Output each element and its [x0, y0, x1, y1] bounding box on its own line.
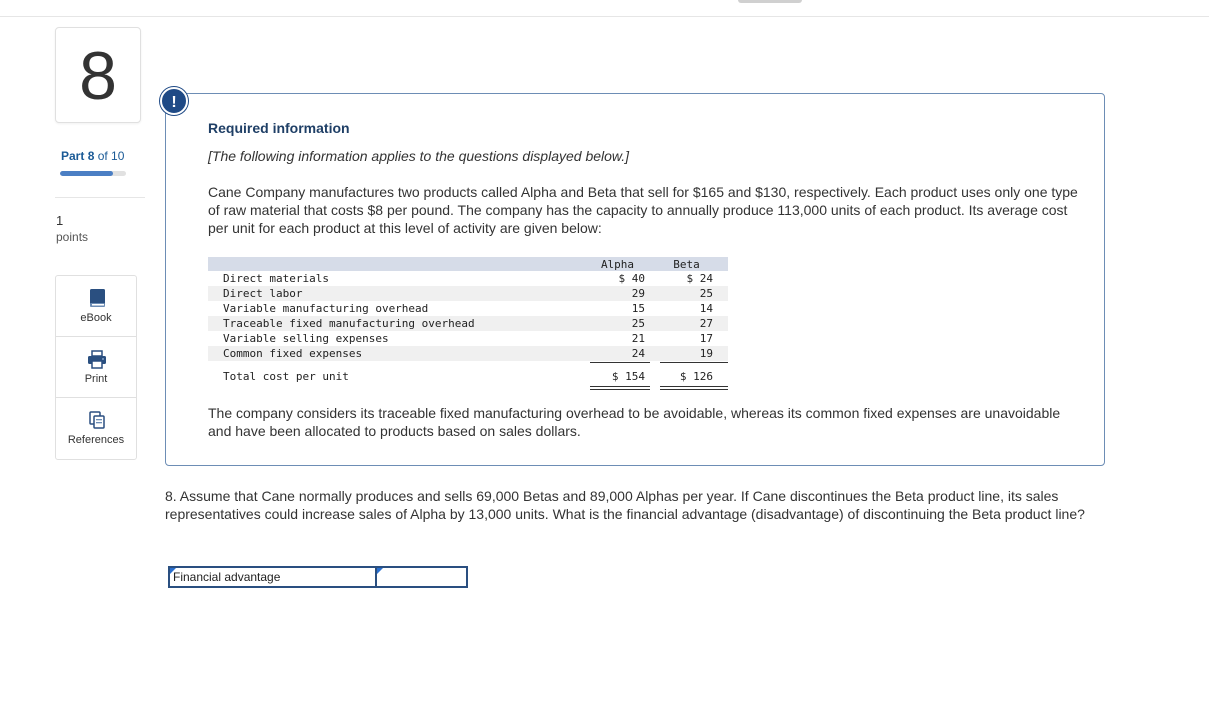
points-value: 1 — [56, 213, 64, 228]
avoidability-paragraph: The company considers its traceable fixed manufacturing overhead to be avoidable, whereas its common fixed expenses are unavoidable and have been allocated to products based on sales dollars. — [208, 405, 1061, 439]
label-flag-icon — [170, 568, 176, 574]
part-progress-bar — [60, 171, 126, 176]
printer-icon — [87, 349, 107, 369]
table-row — [208, 316, 728, 331]
row-alpha-value: 15 — [631, 302, 645, 315]
row-beta-value: 27 — [699, 317, 713, 330]
row-alpha-value: 29 — [631, 287, 645, 300]
print-label: Print — [84, 373, 108, 385]
row-alpha-value: 21 — [631, 332, 645, 345]
part-indicator — [61, 149, 124, 163]
row-label: Direct labor — [223, 287, 303, 300]
cost-per-unit-table — [208, 257, 728, 392]
row-alpha-value: $ 40 — [618, 272, 645, 285]
required-information-subtitle: [The following information applies to the questions displayed below.] — [208, 148, 630, 164]
points-label: points — [56, 230, 89, 244]
subtotal-underline-alpha — [590, 362, 650, 363]
row-beta-value: $ 24 — [686, 272, 713, 285]
table-row — [208, 331, 728, 346]
references-label: References — [67, 434, 125, 446]
row-label: Variable manufacturing overhead — [223, 302, 429, 315]
ebook-label: eBook — [80, 312, 112, 324]
question-number-box — [55, 27, 141, 123]
table-row — [208, 346, 728, 361]
financial-advantage-input[interactable] — [375, 566, 468, 588]
financial-advantage-label — [168, 566, 376, 588]
total-alpha: $ 154 — [611, 370, 645, 383]
row-beta-value: 17 — [699, 332, 713, 345]
table-row — [208, 301, 728, 316]
total-underline-beta-2 — [660, 389, 728, 390]
input-flag-icon — [377, 568, 383, 574]
part-word: Part — [61, 149, 85, 163]
top-scroll-handle — [738, 0, 802, 3]
total-double-rule — [208, 386, 728, 392]
total-beta: $ 126 — [679, 370, 713, 383]
row-beta-value: 19 — [699, 347, 713, 360]
total-label: Total cost per unit — [223, 370, 349, 383]
top-divider — [0, 16, 1209, 17]
alert-icon: ! — [160, 87, 188, 115]
row-label: Traceable fixed manufacturing overhead — [223, 317, 475, 330]
part-total: of 10 — [97, 149, 125, 163]
row-alpha-value: 25 — [631, 317, 645, 330]
row-label: Variable selling expenses — [223, 332, 389, 345]
scenario-paragraph: Cane Company manufactures two products called Alpha and Beta that sell for $165 and $130, respectively. Each product uses only one type of raw material that costs $8 per pound. The company has the capacity to annually produce 113,000 units of each product. Its average cost per unit for each product at this level of activity are given below: — [208, 184, 1078, 236]
row-label: Common fixed expenses — [223, 347, 363, 360]
total-underline-beta-1 — [660, 386, 728, 387]
required-information-title: Required information — [208, 120, 350, 136]
subtotal-underline-beta — [660, 362, 728, 363]
question-number: 8 — [79, 38, 117, 114]
column-header-beta: Beta — [673, 258, 700, 271]
table-header-row — [208, 257, 728, 271]
references-button[interactable] — [56, 398, 136, 459]
column-header-alpha: Alpha — [600, 258, 635, 271]
table-body — [208, 271, 728, 361]
table-row — [208, 286, 728, 301]
row-label: Direct materials — [223, 272, 329, 285]
row-beta-value: 25 — [699, 287, 713, 300]
book-icon — [87, 288, 107, 308]
total-underline-alpha-1 — [590, 386, 650, 387]
references-icon — [87, 410, 107, 430]
tools-panel — [55, 275, 137, 460]
row-beta-value: 14 — [699, 302, 713, 315]
table-total-row — [208, 364, 728, 386]
question-text: 8. Assume that Cane normally produces and sells 69,000 Betas and 89,000 Alphas per year. If Cane discontinues the Beta product line, its sales representatives could increase sales of Alpha by 13,000 units. What is the financial advantage (disadvantage) of discontinuing the Beta product line? — [165, 488, 1085, 522]
ebook-button[interactable] — [56, 276, 136, 337]
row-alpha-value: 24 — [631, 347, 645, 360]
total-underline-alpha-2 — [590, 389, 650, 390]
part-progress-fill — [60, 171, 113, 176]
rail-divider — [55, 197, 145, 198]
table-row — [208, 271, 728, 286]
financial-advantage-text: Financial advantage — [173, 570, 281, 584]
part-number: 8 — [87, 149, 95, 163]
print-button[interactable] — [56, 337, 136, 398]
